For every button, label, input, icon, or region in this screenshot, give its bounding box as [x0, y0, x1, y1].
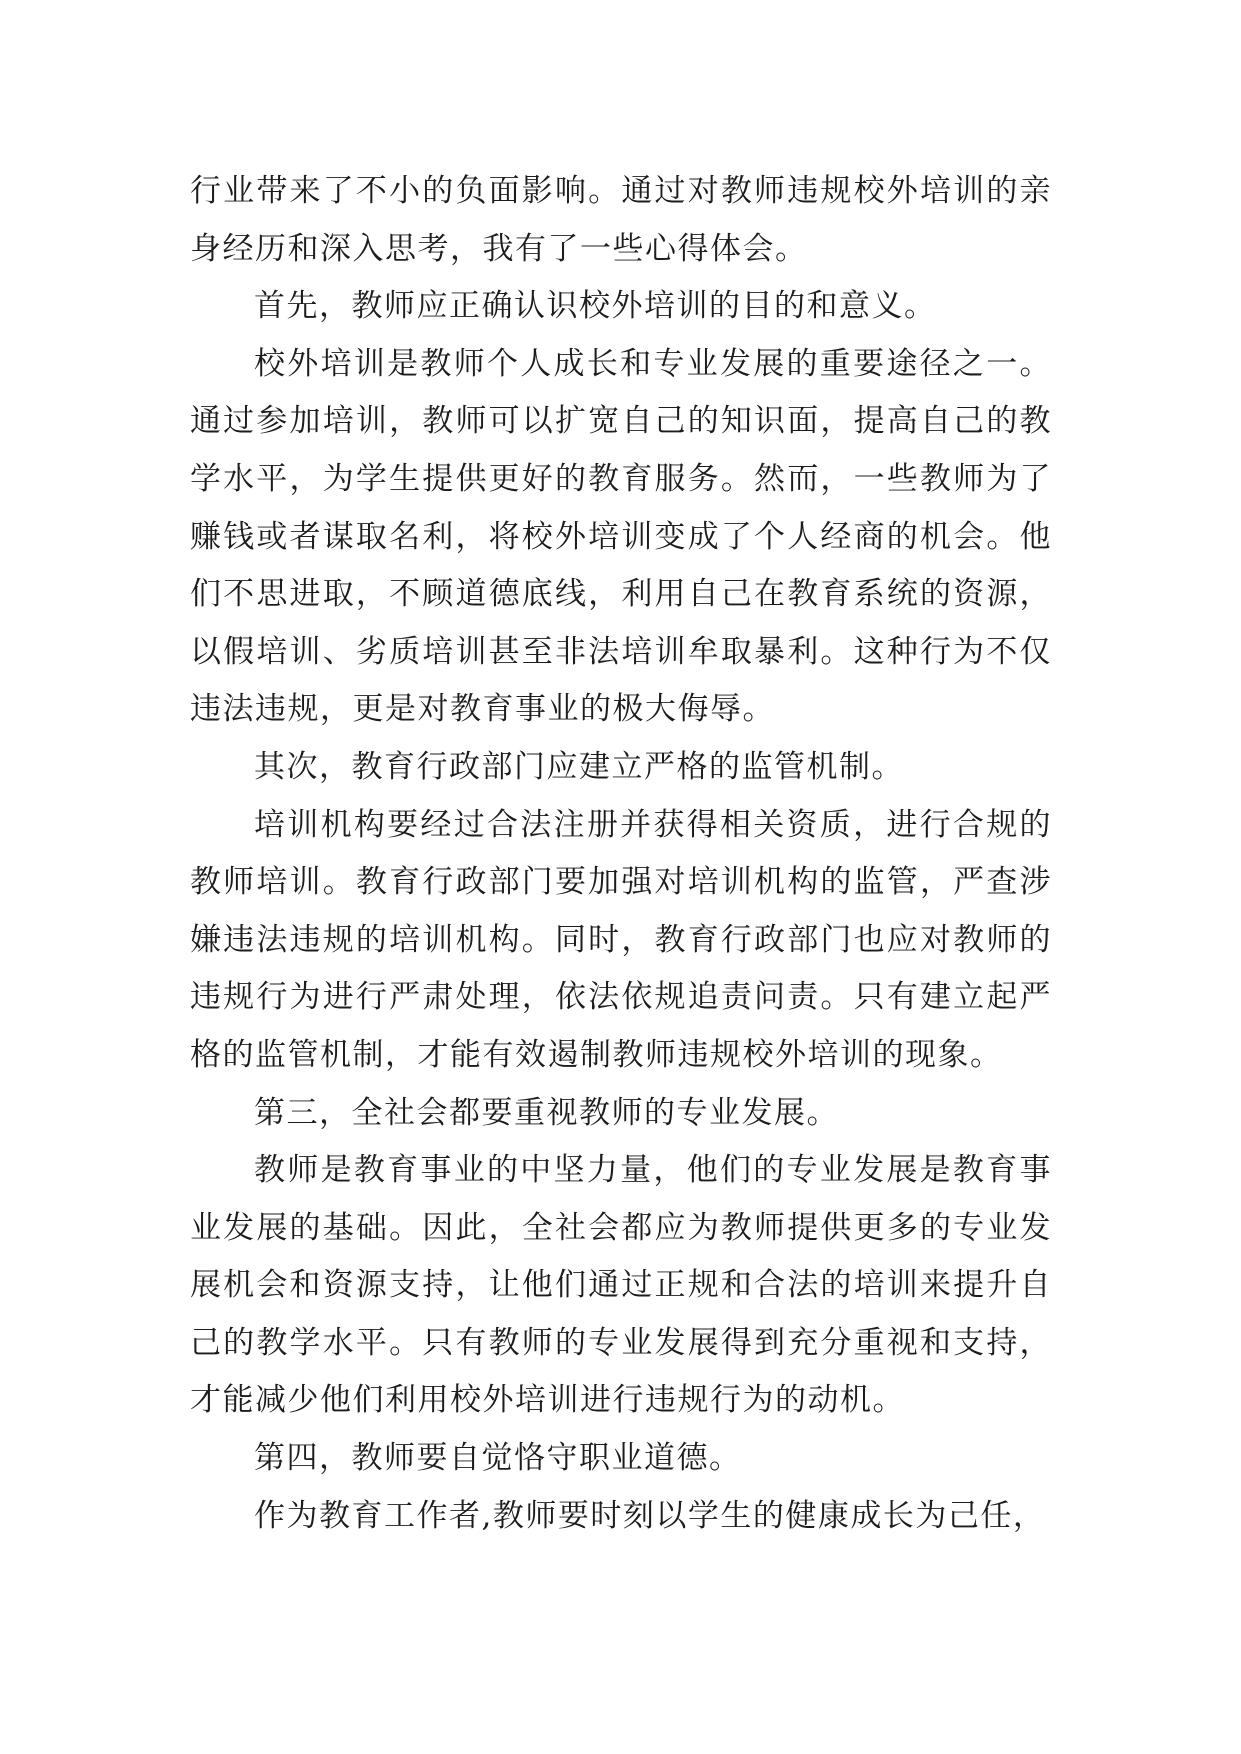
body-text [190, 163, 1052, 1545]
paragraph-body-third: 教师是教育事业的中坚力量，他们的专业发展是教育事业发展的基础。因此，全社会都应为教师提供更多的专业发展机会和资源支持，让他们通过正规和合法的培训来提升自己的教学水平。只有教师的专业发展得到充分重视和支持，才能减少他们利用校外培训进行违规行为的动机。 [190, 1152, 1052, 1419]
paragraph-heading-fourth: 第四，教师要自觉恪守职业道德。 [254, 1440, 742, 1477]
paragraph-body-first: 校外培训是教师个人成长和专业发展的重要途径之一。通过参加培训，教师可以扩宽自己的知识面，提高自己的教学水平，为学生提供更好的教育服务。然而，一些教师为了赚钱或者谋取名利，将校外培训变成了个人经商的机会。他们不思进取，不顾道德底线，利用自己在教育系统的资源，以假培训、劣质培训甚至非法培训牟取暴利。这种行为不仅违法违规，更是对教育事业的极大侮辱。 [190, 345, 1052, 728]
paragraph-body-second: 培训机构要经过合法注册并获得相关资质，进行合规的教师培训。教育行政部门要加强对培训机构的监管，严查涉嫌违法违规的培训机构。同时，教育行政部门也应对教师的违规行为进行严肃处理，依法依规追责问责。只有建立起严格的监管机制，才能有效遏制教师违规校外培训的现象。 [190, 806, 1052, 1073]
paragraph-heading-first: 首先，教师应正确认识校外培训的目的和意义。 [254, 288, 937, 325]
paragraph-heading-third: 第三，全社会都要重视教师的专业发展。 [254, 1094, 839, 1131]
paragraph-intro-continuation: 行业带来了不小的负面影响。通过对教师违规校外培训的亲身经历和深入思考，我有了一些心得体会。 [190, 173, 1052, 267]
paragraph-heading-second: 其次，教育行政部门应建立严格的监管机制。 [254, 748, 904, 785]
paragraph-body-fourth: 作为教育工作者,教师要时刻以学生的健康成长为己任， [254, 1497, 1046, 1534]
